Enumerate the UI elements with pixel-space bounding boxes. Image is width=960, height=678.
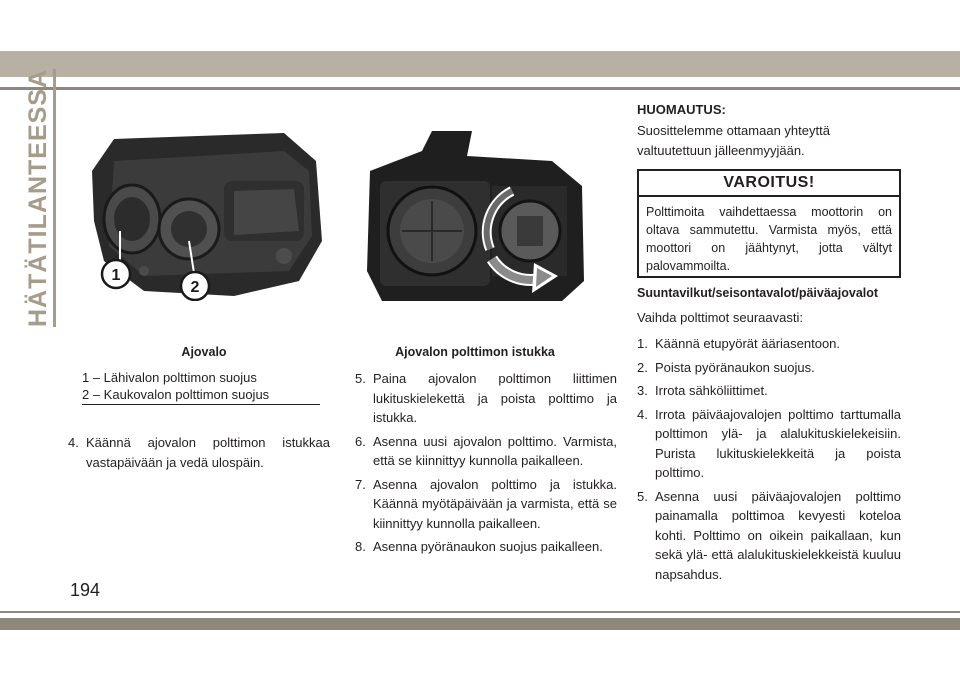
steps-column-3 <box>637 334 901 588</box>
step-number: 3. <box>637 383 648 398</box>
subsection-heading: Suuntavilkut/seisontavalot/päiväajovalot <box>637 286 879 300</box>
callout-2: 2 <box>190 279 200 296</box>
step-text: Asenna uusi päiväajovalojen polttimo painamalla polttimoa kevyesti koteloa kohti. Polttimo on oikein paikallaan, kun sekä ylä- että alalukituskielekkeistä kuuluu napsahdus. <box>655 488 901 582</box>
step-number: 5. <box>355 371 366 386</box>
step-item <box>355 432 617 471</box>
step-text: Irrota sähköliittimet. <box>655 383 768 398</box>
bulb-socket-photo <box>362 131 588 301</box>
footer-rule <box>0 611 960 613</box>
step-item <box>355 369 617 428</box>
step-text: Asenna ajovalon polttimo ja istukka. Käännä myötäpäivään ja varmista, että se kiinnittyy kunnolla paikalleen. <box>373 476 617 531</box>
step-number: 8. <box>355 539 366 554</box>
step-number: 7. <box>355 476 366 492</box>
step-text: Asenna pyöränaukon suojus paikalleen. <box>373 539 603 554</box>
header-band <box>0 51 960 77</box>
step-text: Käännä etupyörät ääriasentoon. <box>655 336 841 351</box>
step-item <box>637 487 901 585</box>
callout-1: 1 <box>111 267 121 284</box>
footer-band <box>0 618 960 630</box>
step-text: Irrota päiväajovalojen polttimo tarttumalla polttimon ylä- ja alalukituskielekeisiin. Purista lukituskielekkeitä ja poista polttimo. <box>655 406 901 480</box>
step-item <box>637 381 901 401</box>
subsection-intro: Vaihda polttimot seuraavasti: <box>637 310 803 325</box>
steps-column-2 <box>355 369 617 561</box>
step-text: Käännä ajovalon polttimon istukkaa vastapäivään ja vedä ulospäin. <box>86 435 330 470</box>
warning-title: VAROITUS! <box>639 171 899 197</box>
warning-text: Polttimoita vaihdettaessa moottorin on oltava sammutettu. Varmista myös, että moottori on jäähtynyt, jotta vältyt palovammoilta. <box>646 205 892 273</box>
step-item <box>637 334 901 354</box>
step-number: 2. <box>637 359 648 375</box>
figure-caption-headlamp: Ajovalo <box>181 345 227 359</box>
section-title: HÄTÄTILANTEESSA <box>24 69 56 327</box>
warning-box <box>637 169 901 278</box>
step-item <box>637 405 901 483</box>
step-number: 4. <box>637 406 648 422</box>
note-heading: HUOMAUTUS: <box>637 102 726 117</box>
step-number: 6. <box>355 433 366 449</box>
legend-item: 2 – Kaukovalon polttimon suojus <box>82 387 270 402</box>
section-tab <box>24 68 54 328</box>
page-number: 194 <box>70 580 101 600</box>
figure-caption-socket: Ajovalon polttimon istukka <box>395 345 555 359</box>
steps-column-1 <box>68 433 330 476</box>
step-text: Asenna uusi ajovalon polttimo. Varmista, että se kiinnittyy kunnolla paikalleen. <box>373 433 617 468</box>
note-text: Suosittelemme ottamaan yhteyttä valtuutettuun jälleenmyyjään. <box>637 123 830 158</box>
step-number: 1. <box>637 336 648 351</box>
step-item <box>355 475 617 534</box>
step-number: 5. <box>637 488 648 504</box>
step-item <box>355 537 617 557</box>
step-item <box>637 358 901 378</box>
legend-item: 1 – Lähivalon polttimon suojus <box>82 370 257 385</box>
step-text: Paina ajovalon polttimon liittimen lukituskielekettä ja poista polttimo ja istukka. <box>373 371 617 425</box>
headlamp-photo <box>84 131 324 301</box>
figure-legend <box>82 369 320 403</box>
header-rule <box>0 87 960 90</box>
step-number: 4. <box>68 435 79 450</box>
step-item <box>68 433 330 472</box>
step-text: Poista pyöränaukon suojus. <box>655 359 815 375</box>
legend-rule <box>82 404 320 405</box>
